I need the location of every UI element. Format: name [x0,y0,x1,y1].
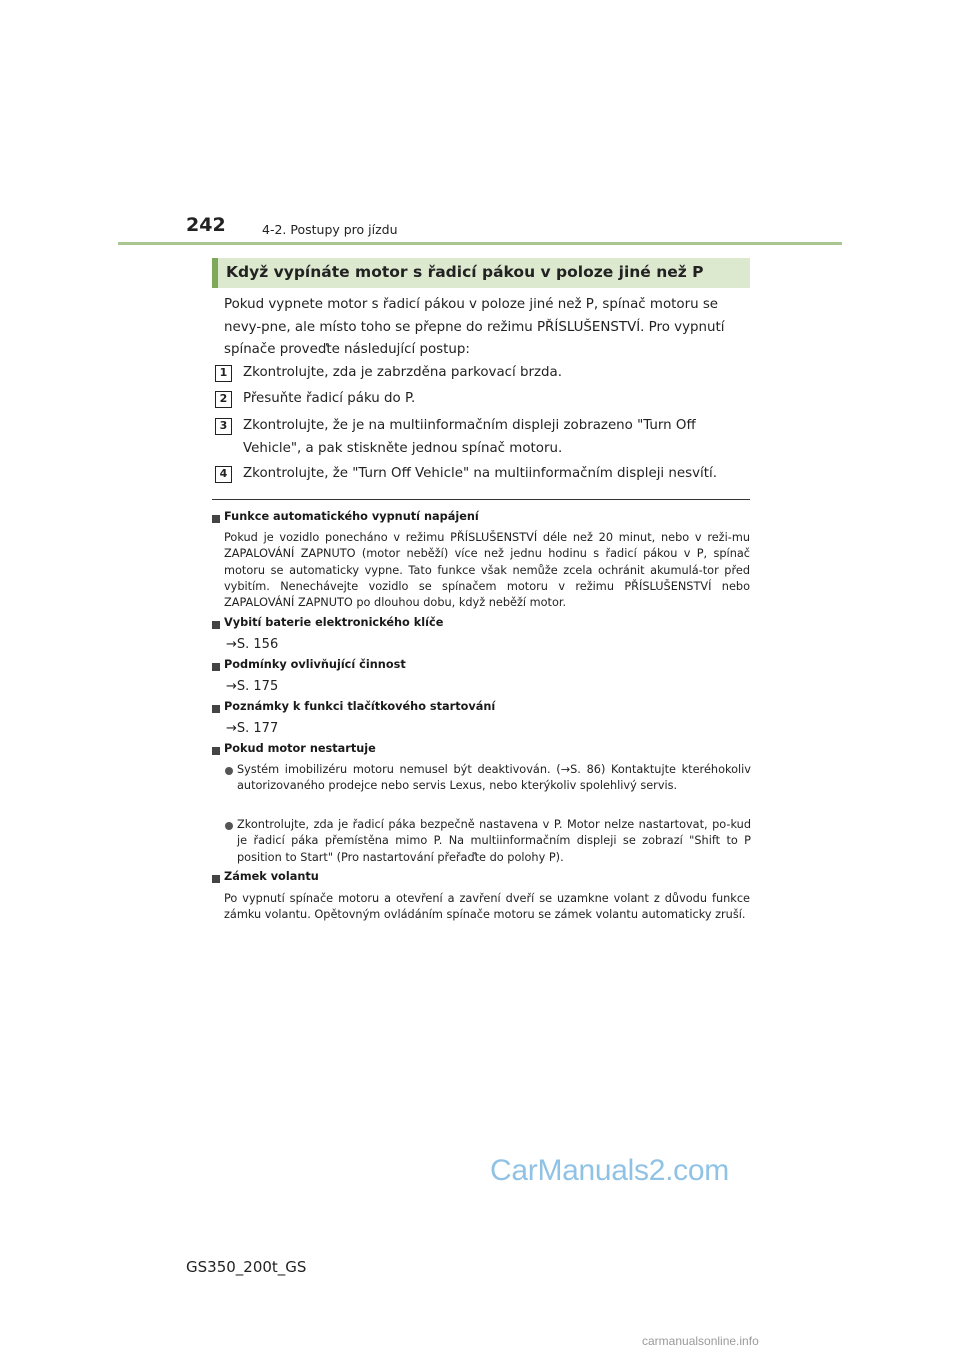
header-section-title: 4-2. Postupy pro jízdu [262,222,398,237]
step-number: 1 [215,365,232,382]
step-text: Přesuňte řadicí páku do P. [243,391,416,406]
note-title: Pokud motor nestartuje [224,742,376,755]
page-reference: →S. 177 [226,721,279,736]
circle-bullet-icon [225,767,233,775]
note-title: Podmínky ovlivňující činnost [224,658,406,671]
step-number: 3 [215,418,232,435]
circle-bullet-icon [225,822,233,830]
bullet-text: Zkontrolujte, zda je řadicí páka bezpečně nastavena v P. Motor nelze nastartovat, po-kud je řadicí páka přemístěna mimo P. Na multiinformačním displeji se zobrazí "Shift to P position to Start" (Pro nastartování přeřaďte do polohy P). [237,818,751,864]
square-bullet-icon [212,515,220,523]
header-rule [118,242,842,245]
footer-model: GS350_200t_GS [186,1258,307,1276]
square-bullet-icon [212,705,220,713]
square-bullet-icon [212,875,220,883]
section-divider [212,499,750,500]
note-title: Vybití baterie elektronického klíče [224,616,444,629]
square-bullet-icon [212,663,220,671]
note-title: Funkce automatického vypnutí napájení [224,510,479,523]
step-text: Zkontrolujte, zda je zabrzděna parkovací brzda. [243,365,563,380]
section-title: Když vypínáte motor s řadicí pákou v poloze jiné než P [226,263,704,281]
square-bullet-icon [212,621,220,629]
intro-paragraph: Pokud vypnete motor s řadicí pákou v poloze jiné než P, spínač motoru se nevy-pne, ale místo toho se přepne do režimu PŘÍSLUŠENSTVÍ. Pro vypnutí spínače proveďte následující postup: [224,297,725,357]
step-text: Zkontrolujte, že "Turn Off Vehicle" na multiinformačním displeji nesvítí. [243,466,717,481]
bullet-text: Systém imobilizéru motoru nemusel být deaktivován. (→S. 86) Kontaktujte kteréhokoliv autorizovaného prodejce nebo servis Lexus, nebo kterýkoliv spolehlivý servis. [237,763,751,793]
note-text: Pokud je vozidlo ponecháno v režimu PŘÍSLUŠENSTVÍ déle než 20 minut, nebo v reži-mu ZAPALOVÁNÍ ZAPNUTO (motor neběží) více než jednu hodinu s řadicí pákou v P, spínač motoru se automaticky vypne. Tato funkce však nemůže zcela ochránit akumulá-tor před vybitím. Nenechávejte vozidlo se spínačem motoru v režimu PŘÍSLUŠENSTVÍ nebo ZAPALOVÁNÍ ZAPNUTO po dlouhou dobu, když neběží motor. [224,531,750,610]
square-bullet-icon [212,747,220,755]
note-title: Zámek volantu [224,870,319,883]
note-text: Po vypnutí spínače motoru a otevření a zavření dveří se uzamkne volant z důvodu funkce zámku volantu. Opětovným ovládáním spínače motoru se zámek volantu automaticky zruší. [224,892,750,922]
step-number: 4 [215,466,232,483]
note-title: Poznámky k funkci tlačítkového startování [224,700,496,713]
step-text: Zkontrolujte, že je na multiinformačním displeji zobrazeno "Turn Off Vehicle", a pak stiskněte jednou spínač motoru. [243,418,696,456]
page-number: 242 [186,214,226,236]
page-reference: →S. 156 [226,637,279,652]
step-number: 2 [215,391,232,408]
page-reference: →S. 175 [226,679,279,694]
watermark-small: carmanualsonline.info [642,1334,759,1348]
watermark-logo: CarManuals2.com [490,1154,729,1187]
